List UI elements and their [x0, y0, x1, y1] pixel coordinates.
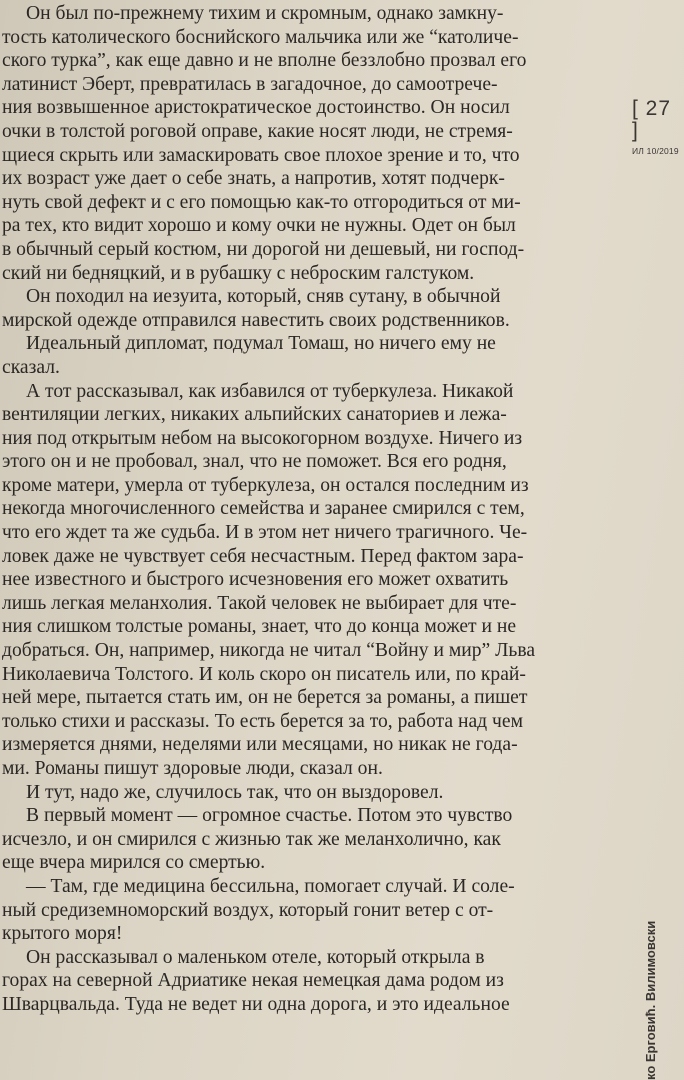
body-text [2, 0, 620, 1017]
paragraph-6: В первый момент — огромное счастье. Потом это чувство исчезло, и он смирился с жизнью так же меланхолично, как еще вчера мирился со смертью. [2, 805, 513, 874]
running-author: ко Ерговић. Вилимовски [643, 920, 658, 1080]
paragraph-7: — Там, где медицина бессильна, помогает случай. И соле- ный средиземноморский воздух, который гонит ветер с от- крытого моря! [2, 875, 515, 945]
folio [632, 98, 684, 156]
paragraph-2: Он походил на иезуита, который, сняв сутану, в обычной мирской одежде отправился навестить своих родственников. [2, 286, 510, 331]
page-number: [ 27 ] [632, 97, 672, 142]
paragraph-8: Он рассказывал о маленьком отеле, который открыла в горах на северной Адриатике некая немецкая дама родом из Шварцвальда. Туда не ведет ни одна дорога, и это идеальное [2, 946, 510, 1015]
paragraph-3: Идеальный дипломат, подумал Томаш, но ничего ему не сказал. [2, 333, 496, 378]
issue-label: ИЛ 10/2019 [632, 146, 679, 156]
paragraph-4: А тот рассказывал, как избавился от туберкулеза. Никакой вентиляции легких, никаких альпийских санаториев и лежа- ния под открытым небом на высокогорном воздухе. Ничего из этого он и не пробовал, знал, что не поможет. Вся его родня, кроме матери, умерла от туберкулеза, он остался последним из некогда многочисленного семейства и заранее смирился с тем, что его ждет та же судьба. И в этом нет ничего трагичного. Че- ловек даже не чувствует себя несчастным. Перед фактом зара- нее известного и быстрого исчезновения его может охватить лишь легкая меланхолия. Такой человек не выбирает для чте- ния слишком толстые романы, знает, что до конца может и не добраться. Он, например, никогда не читал “Войну и мир” Льва Николаевича Толстого. И коль скоро он писатель или, по край- ней мере, пытается стать им, он не берется за романы, а пишет только стихи и рассказы. То есть берется за то, работа над чем измеряется днями, неделями или месяцами, но никак не года- ми. Романы пишут здоровые люди, сказал он. [2, 380, 536, 779]
paragraph-1: Он был по-прежнему тихим и скромным, однако замкну- тость католического боснийского мальчика или же “католиче- ского турка”, как еще давно и не вполне беззлобно прозвал его латинист Эберт, превратилась в загадочное, до самоотрече- ния возвышенное аристократическое достоинство. Он носил очки в толстой роговой оправе, какие носят люди, не стремя- щиеся скрыть или замаскировать свое плохое зрение и то, что их возраст уже дает о себе знать, а напротив, хотят подчерк- нуть свой дефект и с его помощью как-то отгородиться от ми- ра тех, кто видит хорошо и кому очки не нужны. Одет он был в обычный серый костюм, ни дорогой ни дешевый, ни господ- ский ни бедняцкий, и в рубашку с неброским галстуком. [2, 3, 527, 284]
paragraph-5: И тут, надо же, случилось так, что он выздоровел. [26, 781, 444, 803]
